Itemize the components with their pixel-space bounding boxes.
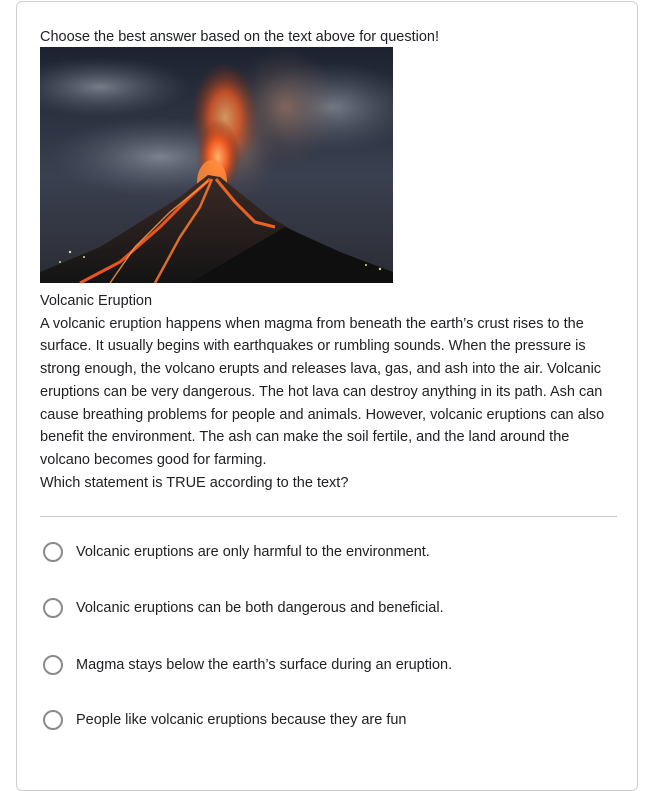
answer-option-label: Volcanic eruptions can be both dangerous and beneficial. — [76, 600, 444, 616]
answer-option-1[interactable] — [43, 534, 430, 570]
answer-option-label: Volcanic eruptions are only harmful to the environment. — [76, 544, 430, 560]
answer-option-label: People like volcanic eruptions because they are fun — [76, 712, 407, 728]
radio-button-icon[interactable] — [43, 598, 63, 618]
passage-title: Volcanic Eruption — [40, 293, 153, 309]
answer-option-4[interactable] — [43, 702, 406, 738]
volcano-image — [40, 47, 393, 283]
radio-button-icon[interactable] — [43, 710, 63, 730]
divider — [40, 516, 617, 517]
question-card — [16, 1, 638, 791]
answer-option-label: Magma stays below the earth’s surface during an eruption. — [76, 657, 453, 673]
question-prompt: Which statement is TRUE according to the text? — [40, 474, 349, 491]
answer-option-3[interactable] — [43, 647, 452, 683]
question-instruction: Choose the best answer based on the text above for question! — [40, 29, 440, 45]
radio-button-icon[interactable] — [43, 655, 63, 675]
answer-option-2[interactable] — [43, 590, 444, 626]
passage-body: A volcanic eruption happens when magma from beneath the earth’s crust rises to the surface. It usually begins with earthquakes or rumbling sounds. When the pressure is strong enough, the volcano erupts and releases lava, gas, and ash into the air. Volcanic eruptions can be very dangerous. The hot lava can destroy anything in its path. Ash can cause breathing problems for people and animals. However, volcanic eruptions can also benefit the environment. The ash can make the soil fertile, and the land around the volcano becomes good for farming. — [40, 315, 605, 468]
reading-passage — [40, 290, 618, 494]
radio-button-icon[interactable] — [43, 542, 63, 562]
volcano-illustration — [40, 47, 393, 283]
